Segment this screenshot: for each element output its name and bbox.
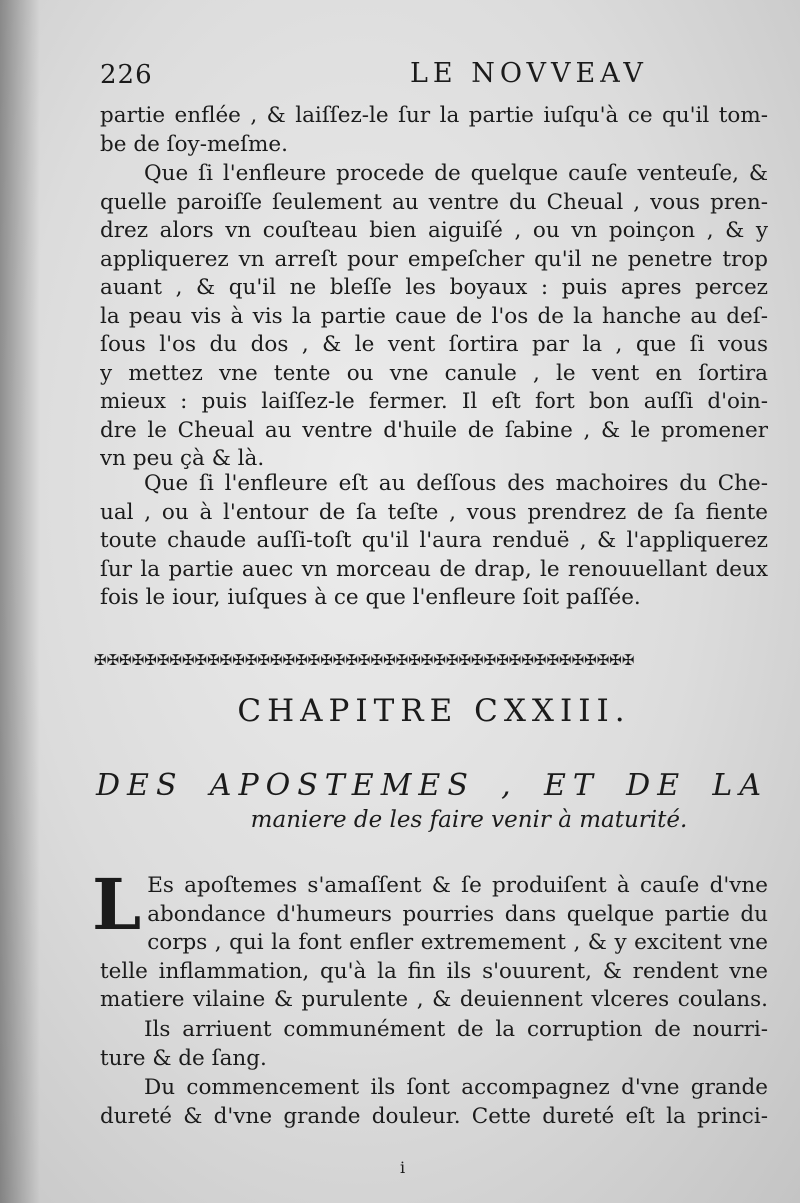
chapter-paragraph-2 [100, 1016, 768, 1073]
text-line: Que ſi l'enfleure procede de quelque cauſe venteuſe, & [144, 161, 768, 186]
text-line: quelle paroiſſe ſeulement au ventre du Cheual , vous pren- [100, 189, 768, 215]
section-heading: DES APOSTEMES , ET DE LA [96, 768, 768, 803]
running-head: LE NOVVEAV [410, 58, 648, 89]
spine-shadow [0, 0, 40, 1203]
text-line: ture & de ſang. [100, 1045, 267, 1071]
page-number: 226 [100, 60, 153, 90]
paragraph-3 [100, 470, 768, 613]
signature-mark: i [400, 1158, 406, 1177]
text-line: Ils arriuent communément de la corruption de nourri- [144, 1017, 768, 1042]
text-line: la peau vis à vis la partie caue de l'os de la hanche au deſ- [100, 303, 768, 329]
ornament-divider [94, 648, 766, 672]
text-line: Du commencement ils ſont accompagnez d'vne grande [144, 1075, 768, 1100]
text-line: partie enflée , & laiſſez-le ſur la partie iuſqu'à ce qu'il tom- [100, 103, 768, 128]
drop-cap: L [92, 863, 142, 946]
paragraph-1 [100, 102, 768, 159]
chapter-paragraph-3 [100, 1074, 768, 1131]
text-line: appliquerez vn arreſt pour empeſcher qu'il ne penetre trop [100, 246, 768, 272]
text-line: auant , & qu'il ne bleſſe les boyaux : puis apres percez [100, 275, 768, 300]
chapter-paragraph-1 [92, 863, 768, 1015]
text-line: y mettez vne tente ou vne canule , le vent en ſortira [100, 360, 768, 386]
text-line: fois le iour, iuſques à ce que l'enfleure ſoit paſſée. [100, 585, 641, 610]
text-line: abondance d'humeurs pourries dans quelque partie du [147, 901, 768, 927]
text-line: dureté & d'vne grande douleur. Cette dureté eſt la princi- [100, 1103, 768, 1129]
text-line: be de ſoy-meſme. [100, 131, 288, 157]
text-line: toute chaude auſſi-toſt qu'il l'aura renduë , & l'appliquerez [100, 528, 768, 553]
text-line: mieux : puis laiſſez-le fermer. Il eſt fort bon auſſi d'oin- [100, 389, 768, 414]
text-line: telle inflammation, qu'à la fin ils s'ouurent, & rendent vne [100, 958, 768, 984]
text-line: ual , ou à l'entour de ſa teſte , vous prendrez de ſa fiente [100, 499, 768, 525]
text-line: ſous l'os du dos , & le vent ſortira par la , que ſi vous [100, 332, 768, 357]
text-line: ſur la partie auec vn morceau de drap, le renouuellant deux [100, 556, 768, 582]
text-line: Es apoſtemes s'amaſſent & ſe produiſent à cauſe d'vne [147, 873, 768, 898]
text-line: vn peu çà & là. [100, 446, 265, 471]
fleuron-icon: ✠✠✠✠✠✠✠✠✠✠✠✠✠✠✠✠✠✠✠✠✠✠✠✠✠✠✠✠✠✠✠✠✠✠✠✠✠✠✠✠✠✠✠ [94, 651, 635, 669]
section-subheading: maniere de les faire venir à maturité. [250, 807, 688, 833]
page-header [95, 54, 775, 94]
text-line: Que ſi l'enfleure eſt au deſſous des machoires du Che- [144, 471, 768, 496]
text-line: corps , qui la font enfler extremement , & y excitent vne [147, 930, 768, 955]
text-line: dre le Cheual au ventre d'huile de ſabine , & le promener [100, 417, 768, 443]
paragraph-2 [100, 160, 768, 474]
text-line: matiere vilaine & purulente , & deuiennent vlceres coulans. [100, 987, 768, 1012]
chapter-title: CHAPITRE CXXIII. [237, 693, 631, 729]
text-line: drez alors vn couſteau bien aiguiſé , ou vn poinçon , & y [100, 218, 768, 243]
